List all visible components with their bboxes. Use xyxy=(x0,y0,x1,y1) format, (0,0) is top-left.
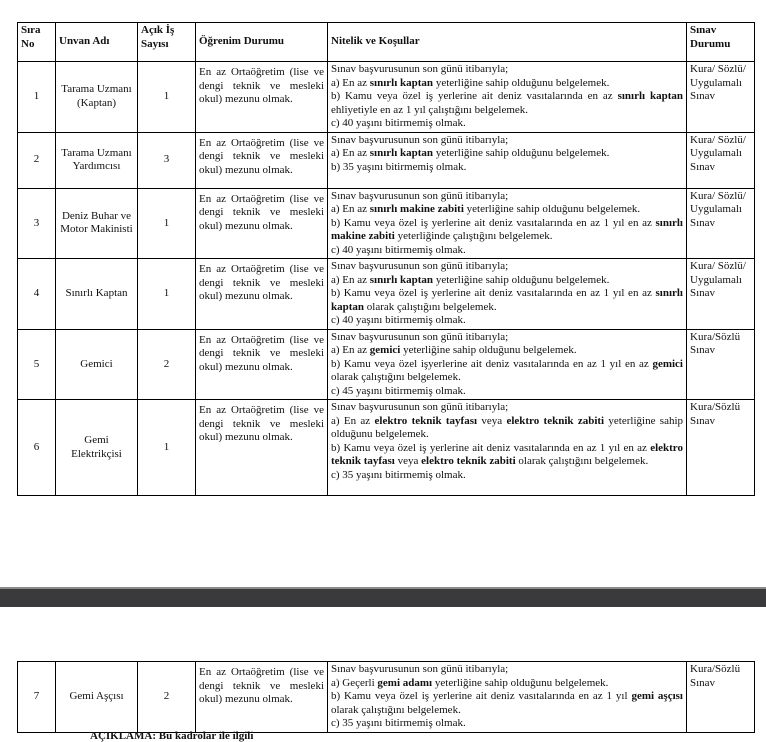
open-position-count: 1 xyxy=(138,400,196,496)
row-number: 7 xyxy=(18,662,56,733)
row-number: 3 xyxy=(18,188,56,259)
table-body-continued xyxy=(18,662,755,733)
condition-line: Sınav başvurusunun son günü itibarıyla; xyxy=(331,260,509,272)
header-exam: Sınav Durumu xyxy=(687,23,755,62)
table-row xyxy=(18,188,755,259)
condition-line: b) Kamu veya özel iş yerlerine ait deniz vasıtalarında en az 1 yıl en az sınırlı kaptan olarak çalıştığını belgelemek. xyxy=(331,287,683,313)
position-title: Gemi Elektrikçisi xyxy=(56,400,138,496)
condition-line: a) En az sınırlı kaptan yeterliğine sahip olduğunu belgelemek. xyxy=(331,147,610,159)
condition-line: b) Kamu veya özel iş yerlerine ait deniz vasıtalarında en az 1 yıl en az elektro teknik tayfası veya elektro teknik zabiti olarak çalıştığını belgelemek. xyxy=(331,441,683,467)
row-number: 1 xyxy=(18,62,56,133)
positions-table xyxy=(17,22,755,496)
conditions-cell xyxy=(328,188,687,259)
condition-line: c) 40 yaşını bitirmemiş olmak. xyxy=(331,117,466,129)
row-number: 2 xyxy=(18,132,56,188)
education-requirement: En az Ortaöğretim (lise ve dengi teknik ve mesleki okul) mezunu olmak. xyxy=(196,400,328,496)
table-row xyxy=(18,259,755,330)
position-title: Tarama Uzmanı Yardımcısı xyxy=(56,132,138,188)
education-requirement: En az Ortaöğretim (lise ve dengi teknik ve mesleki okul) mezunu olmak. xyxy=(196,259,328,330)
conditions-cell xyxy=(328,132,687,188)
footer-note: AÇIKLAMA: Bu kadrolar ile ilgili xyxy=(90,730,254,742)
condition-line: Sınav başvurusunun son günü itibarıyla; xyxy=(331,189,509,202)
position-title: Gemi Aşçısı xyxy=(56,662,138,733)
exam-type: Kura/ Sözlü/ Uygulamalı Sınav xyxy=(687,62,755,133)
exam-type: Kura/ Sözlü/ Uygulamalı Sınav xyxy=(687,132,755,188)
page-separator xyxy=(0,589,766,607)
condition-line: b) Kamu veya özel işyerlerine ait deniz vasıtalarında en az 1 yıl en az gemici olarak çalıştığını belgelemek. xyxy=(331,357,683,383)
education-requirement: En az Ortaöğretim (lise ve dengi teknik ve mesleki okul) mezunu olmak. xyxy=(196,62,328,133)
education-requirement: En az Ortaöğretim (lise ve dengi teknik ve mesleki okul) mezunu olmak. xyxy=(196,188,328,259)
conditions-cell xyxy=(328,400,687,496)
table-row xyxy=(18,62,755,133)
condition-line: a) Geçerli gemi adamı yeterliğine sahip olduğunu belgelemek. xyxy=(331,676,609,689)
condition-line: a) En az sınırlı kaptan yeterliğine sahip olduğunu belgelemek. xyxy=(331,273,610,286)
conditions-cell xyxy=(328,259,687,330)
education-requirement: En az Ortaöğretim (lise ve dengi teknik ve mesleki okul) mezunu olmak. xyxy=(196,662,328,733)
position-title: Tarama Uzmanı (Kaptan) xyxy=(56,62,138,133)
conditions-cell xyxy=(328,662,687,733)
condition-line: b) Kamu veya özel iş yerlerine ait deniz vasıtalarında en az 1 yıl gemi aşçısı olarak çalıştığını belgelemek. xyxy=(331,690,683,716)
education-requirement: En az Ortaöğretim (lise ve dengi teknik ve mesleki okul) mezunu olmak. xyxy=(196,329,328,400)
open-position-count: 2 xyxy=(138,329,196,400)
conditions-cell xyxy=(328,62,687,133)
header-no: Sıra No xyxy=(18,23,56,62)
condition-line: Sınav başvurusunun son günü itibarıyla; xyxy=(331,330,509,343)
condition-line: c) 45 yaşını bitirmemiş olmak. xyxy=(331,384,466,397)
condition-line: a) En az elektro teknik tayfası veya elektro teknik zabiti yeterliğine sahip olduğunu belgelemek. xyxy=(331,414,684,440)
condition-line: b) Kamu veya özel iş yerlerine ait deniz vasıtalarında en az 1 yıl en az sınırlı makine zabiti yeterliğinde çalıştığını belgelemek. xyxy=(331,216,683,242)
condition-line: b) 35 yaşını bitirmemiş olmak. xyxy=(331,160,467,173)
condition-line: c) 35 yaşını bitirmemiş olmak. xyxy=(331,468,466,481)
condition-line: b) Kamu veya özel iş yerlerine ait deniz vasıtalarında en az sınırlı kaptan ehliyetiyle en az 1 yıl çalıştığını belgelemek. xyxy=(331,90,683,116)
exam-type: Kura/ Sözlü/ Uygulamalı Sınav xyxy=(687,188,755,259)
positions-table-continued xyxy=(17,661,755,733)
position-title: Deniz Buhar ve Motor Makinisti xyxy=(56,188,138,259)
header-row xyxy=(18,23,755,62)
position-title: Sınırlı Kaptan xyxy=(56,259,138,330)
header-conditions: Nitelik ve Koşullar xyxy=(328,23,687,62)
table-row xyxy=(18,329,755,400)
exam-type: Kura/Sözlü Sınav xyxy=(687,329,755,400)
position-title: Gemici xyxy=(56,329,138,400)
open-position-count: 1 xyxy=(138,188,196,259)
row-number: 6 xyxy=(18,400,56,496)
condition-line: c) 40 yaşını bitirmemiş olmak. xyxy=(331,314,466,326)
open-position-count: 1 xyxy=(138,259,196,330)
condition-line: Sınav başvurusunun son günü itibarıyla; xyxy=(331,663,509,675)
exam-type: Kura/Sözlü Sınav xyxy=(687,662,755,733)
row-number: 4 xyxy=(18,259,56,330)
condition-line: a) En az sınırlı makine zabiti yeterliğine sahip olduğunu belgelemek. xyxy=(331,203,641,215)
open-position-count: 1 xyxy=(138,62,196,133)
condition-line: Sınav başvurusunun son günü itibarıyla; xyxy=(331,63,509,75)
condition-line: Sınav başvurusunun son günü itibarıyla; xyxy=(331,401,509,413)
header-education: Öğrenim Durumu xyxy=(196,23,328,62)
table-row xyxy=(18,132,755,188)
condition-line: c) 35 yaşını bitirmemiş olmak. xyxy=(331,717,466,729)
condition-line: a) En az sınırlı kaptan yeterliğine sahip olduğunu belgelemek. xyxy=(331,76,610,89)
header-count: Açık İş Sayısı xyxy=(138,23,196,62)
row-number: 5 xyxy=(18,329,56,400)
condition-line: a) En az gemici yeterliğine sahip olduğunu belgelemek. xyxy=(331,344,577,356)
exam-type: Kura/Sözlü Sınav xyxy=(687,400,755,496)
table-row xyxy=(18,400,755,496)
open-position-count: 2 xyxy=(138,662,196,733)
table-row xyxy=(18,662,755,733)
open-position-count: 3 xyxy=(138,132,196,188)
condition-line: Sınav başvurusunun son günü itibarıyla; xyxy=(331,133,509,146)
education-requirement: En az Ortaöğretim (lise ve dengi teknik ve mesleki okul) mezunu olmak. xyxy=(196,132,328,188)
conditions-cell xyxy=(328,329,687,400)
header-title: Unvan Adı xyxy=(56,23,138,62)
table-body xyxy=(18,62,755,496)
condition-line: c) 40 yaşını bitirmemiş olmak. xyxy=(331,243,466,256)
exam-type: Kura/ Sözlü/ Uygulamalı Sınav xyxy=(687,259,755,330)
